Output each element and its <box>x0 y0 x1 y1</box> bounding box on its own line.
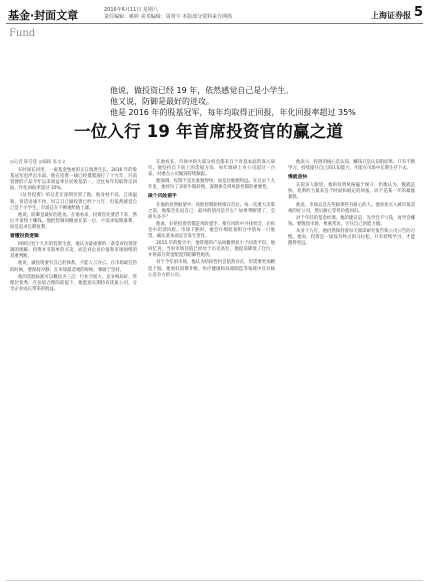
paragraph: 他的选股标准可以概括为三点：行业空间大、竞争格局好、管理层优秀。在估值合理的前提下，他愿意长期持有优质公司，分享企业成长带来的收益。 <box>10 274 137 292</box>
article-column-3 <box>288 160 415 248</box>
edition-date: 2016年6月11日 星期六 <box>104 7 158 13</box>
newspaper-name: 上海证券报 <box>371 10 411 20</box>
article-title: 一位入行 19 年首席投资官的赢之道 <box>74 122 344 141</box>
paragraph: 他说，市场总是在奖励那些有耐心的人。他喜欢买入被市场忽视的好公司，然后耐心等待价值回归。 <box>288 202 415 214</box>
byline: ◎记者 陈雪莲 ◎编辑 张永文 <box>10 160 66 165</box>
paragraph: 他表示，投资的核心是认知，赚钱只是认知的结果。只有不断学习，持续提升自己的认知能力，才能在市场中长期生存下去。 <box>288 160 415 172</box>
subhead-line: 他说，做投资已经 19 年，依然感觉自己是小学生。 <box>110 86 294 95</box>
edition-editors: 责任编辑：姚婷 美术编辑：周靖宇 本版部分资料来自网络 <box>104 14 233 20</box>
paragraph: 从业十九年，他仍然保持着每天阅读研究报告和公司公告的习惯。他说，投资是一场没有终点的马拉松，只有持续学习，才能跑得更远。 <box>288 228 415 247</box>
header-rule <box>6 23 423 24</box>
paragraph: 在时间长河里，一座基金堡垒的正在悄然生长，2016 年的股基冠军也浮出水面。他在投资一线已经摸爬滚打了十九年，目前管理的产品今年以来收益率位居股基第一，过往每年均取得正回报，年化回报率超过 35%。 <box>10 168 137 192</box>
paragraph: 对于今年的市场，他认为结构性机会依然存在，但需要更加精选个股。他看好消费升级、医疗健康和高端制造等领域中具有核心竞争力的公司。 <box>148 260 275 278</box>
article-column-1 <box>10 160 137 294</box>
paragraph: 在很多人眼里，他的投资风格偏于保守，但他认为，慢就是快。复利的力量来自于时间和稳定的回报，而不是某一年的暴涨暴跌。 <box>288 183 415 201</box>
paragraph: 他说，防御是最好的进攻。在他看来，投资首先要活下来，然后才谈得上赚钱。他把控制回撤放在第一位，不追求短期暴利，而是追求长期复利。 <box>10 212 137 230</box>
paragraph: 2015 年的股灾中，他管理的产品回撤明显小于同类平均。他回忆说，当时市场估值已经处于历史高位，他提前降低了仓位，并将部分资金配置到防御性板块。 <box>148 241 275 259</box>
section-heading: 看懂投资逻辑 <box>10 234 39 240</box>
section-heading: 做个风险猎手 <box>148 194 177 200</box>
paragraph: 在他的投资框架中，风险控制始终排在首位。每一次重大决策之前，他都会先问自己：最坏的情况是什么？如果判断错了，会损失多少？ <box>148 202 275 220</box>
section-heading: 慢就是快 <box>288 175 308 181</box>
paragraph: 《证券投资》的记者在深圳见到了他。他身材不高，言谈温和，说话语速不快，坦言自己做投资已经十九年，但依然感觉自己是个小学生，市场总在不断地给他上课。 <box>10 193 137 211</box>
paragraph: 他说，做投资要有自己的体系，不能人云亦云。在市场最狂热的时候，要保持冷静；在市场最悲观的时候，要敢于坚持。 <box>10 261 137 273</box>
page-header <box>6 4 423 48</box>
article-subheads <box>110 85 410 118</box>
edition-meta <box>104 7 232 21</box>
footer-rule <box>6 580 423 581</box>
paragraph: 他强调，投资不是比谁跑得快，而是比谁跑得远。在过去十九年里，他经历了多轮牛熊转换，深刻体会到风险控制的重要性。 <box>148 179 275 191</box>
paragraph: 对于年轻的基金经理，他的建议是：先学会不亏钱，再学会赚钱。要敬畏市场，尊重常识，守住自己的能力圈。 <box>288 215 415 227</box>
paragraph: 他说，好的投资者都是风险猎手，要在风险中寻找机会，在机会中识别风险。市场下跌时，他会仔细检查组合中的每一只股票，确认基本面是否发生变化。 <box>148 221 275 240</box>
section-title: 基金·封面文章 <box>8 9 79 22</box>
page-number: 5 <box>413 5 423 20</box>
subhead-line: 他又说，防御是最好的进攻。 <box>110 97 214 106</box>
subhead-line: 他是 2016 年的股基冠军，每年均取得正回报，年化回报率超过 35% <box>110 108 356 117</box>
paragraph: 回顾过往十九年的投资生涯，他认为最重要的一条是对投资逻辑的理解。投资并非简单的买卖，而是对企业价值和市场情绪的双重判断。 <box>10 242 137 260</box>
fund-label: Fund <box>9 28 36 39</box>
paragraph: 在他看来，市场中的大部分机会都来自于对基本面的深入研究。他坚持自下而上的选股方法，每年调研上市公司超过一百家，对重点公司做到持续跟踪。 <box>148 160 275 178</box>
article-column-2 <box>148 160 275 280</box>
